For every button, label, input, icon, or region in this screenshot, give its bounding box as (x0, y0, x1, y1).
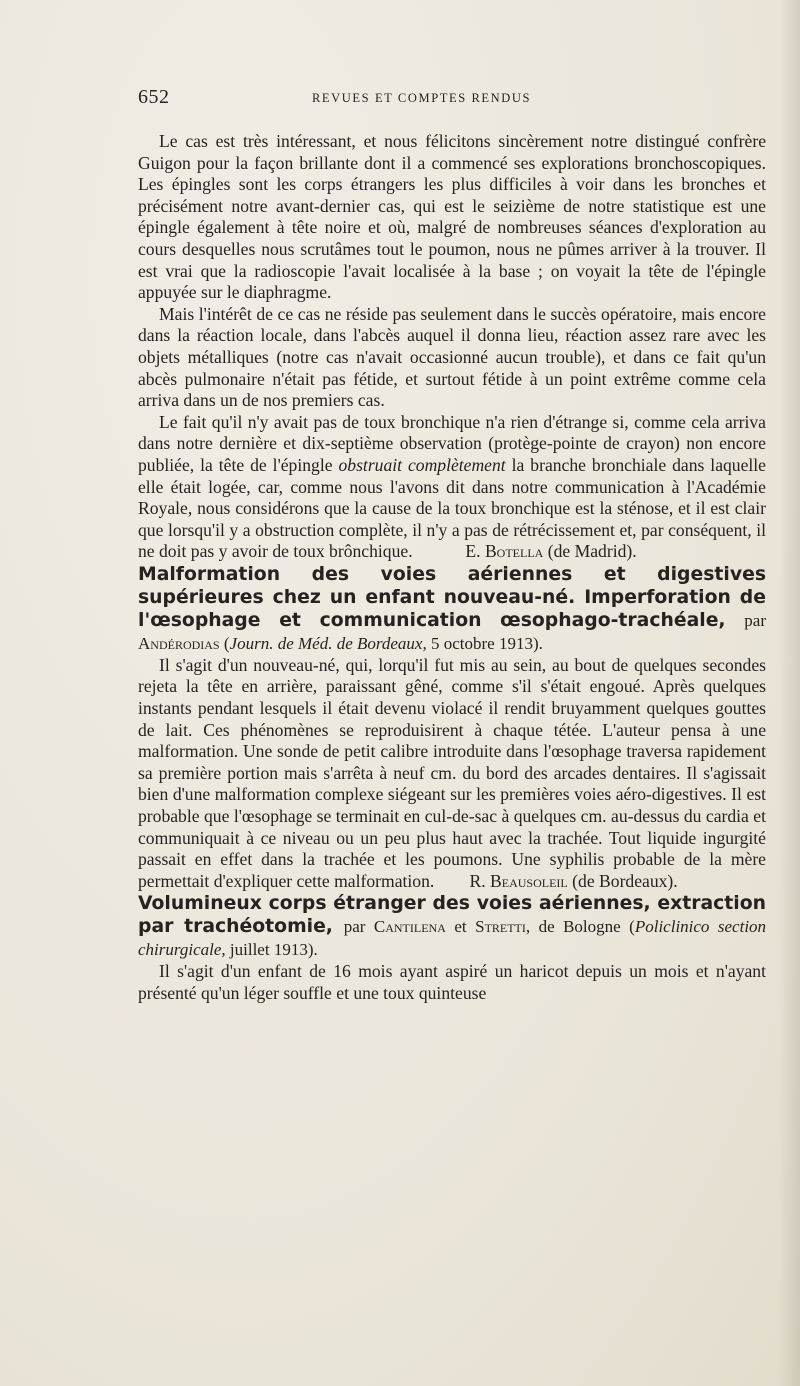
signature-place: (de Bordeaux). (572, 870, 678, 891)
article-title (138, 892, 766, 961)
signature-name: Botella (484, 541, 544, 562)
publication-date: juillet 1913). (229, 940, 318, 960)
text-run: Il s'agit d'un nouveau-né, qui, lorqu'il fut mis au sein, au bout de quelques secondes rejeta la tête en arrière, paraissant gêné, comme s'il s'était engoué. Après quelques instants pendant lesquels il était devenu violacé il rendit bruyamment quelques gouttes de lait. Ces phénomènes se reproduisirent à chaque tétée. L'auteur pensa à une malformation. Une sonde de petit calibre introduite dans l'œsophage traversa rapidement sa première portion mais s'arrêta à neuf cm. du bord des arcades dentaires. Il s'agissait bien d'une malformation complexe siégeant sur les premières voies aéro-digestives. Il est probable que l'œsophage se terminait en cul-de-sac à quelques cm. au-dessus du cardia et communiquait à ce niveau ou un peu plus haut avec la trachée. Tout liquide ingurgité passait en effet dans la trachée et les poumons. Une syphilis probable de la mère permettait d'expliquer cette malformation. (138, 654, 766, 891)
paragraph: Il s'agit d'un enfant de 16 mois ayant aspiré un haricot depuis un mois et n'ayant présenté qu'un léger souffle et une toux quinteuse (138, 961, 766, 1003)
paragraph (138, 655, 766, 893)
journal-name: Journ. de Méd. de Bordeaux, (229, 633, 427, 653)
article-title (138, 563, 766, 655)
article-citation: par Andérodias (Journ. de Méd. de Bordeaux, 5 octobre 1913). (138, 610, 766, 653)
paragraph: Le cas est très intéressant, et nous félicitons sincèrement notre distingué confrère Guigon pour la façon brillante dont il a commencé ses explorations bronchoscopiques. Les épingles sont les corps étrangers les plus difficiles à voir dans les bronches et précisément notre avant-dernier cas, qui est le seizième de notre statistique est une épingle également à tête noire et où, malgré de nombreuses séances d'exploration au cours desquelles nous scrutâmes tout le poumon, nous ne pûmes arriver à la trouver. Il est vrai que la radioscopie l'avait localisée à la base ; on voyait la tête de l'épingle appuyée sur le diaphragme. (138, 131, 766, 303)
author-name: Stretti (475, 917, 526, 937)
signature-initial: E. (465, 541, 481, 562)
paragraph (138, 412, 766, 563)
article-title-text: Malformation des voies aériennes et digestives supérieures chez un enfant nouveau-né. Imperforation de l'œsophage et communication œsophago-trachéale, (138, 563, 766, 631)
publication-date: 5 octobre 1913). (430, 633, 543, 653)
page-number: 652 (138, 86, 170, 108)
author-name: Cantilena (373, 917, 446, 937)
journal-name: Policlinico section chirurgicale, (138, 917, 767, 960)
par-word: par (744, 610, 766, 630)
et-word: et (454, 917, 467, 937)
paragraph: Mais l'intérêt de ce cas ne réside pas seulement dans le succès opératoire, mais encore dans la réaction locale, dans l'abcès auquel il donna lieu, réaction assez rare avec les objets métalliques (notre cas n'avait occasionné aucun trouble), et dans ce fait qu'un abcès pulmonaire n'était pas fétide, et surtout fétide à un point extrême comme cela arriva dans un de nos premiers cas. (138, 303, 766, 411)
signature-name: Beausoleil (490, 870, 568, 891)
text-run: Le fait qu'il n'y avait pas de toux bronchique n'a rien d'étrange si, comme cela arriva dans notre dernière et dix-septième observation (protège-pointe de crayon) non encore publiée, la tête de l'épingle (138, 411, 766, 475)
page-edge-shadow (778, 0, 800, 1386)
page-header (138, 86, 766, 112)
article-citation: par Cantilena et Stretti, de Bologne (Policlinico section chirurgicale, juillet 1913). (138, 917, 767, 960)
signature-initial: R. (469, 870, 486, 891)
author-name: Andérodias (138, 633, 220, 653)
par-word: par (343, 917, 366, 937)
running-title: REVUES ET COMPTES RENDUS (312, 91, 532, 105)
signature-place: (de Madrid). (547, 541, 637, 562)
page-body (138, 131, 766, 1005)
emphasis: obstruait complètement (338, 454, 506, 475)
text-run: la branche bronchiale dans laquelle elle était logée, car, comme nous l'avons dit dans notre communication à l'Académie Royale, nous considérons que la cause de la toux bronchique est la sténose, et il est clair que lorsqu'il y a obstruction complète, il n'y a pas de rétrécissement et, par conséquent, il ne doit pas y avoir de toux brônchique. (138, 454, 766, 562)
article-title-text: Volumineux corps étranger des voies aériennes, extraction par trachéotomie, (138, 893, 766, 938)
author-place: , de Bologne (525, 917, 621, 937)
